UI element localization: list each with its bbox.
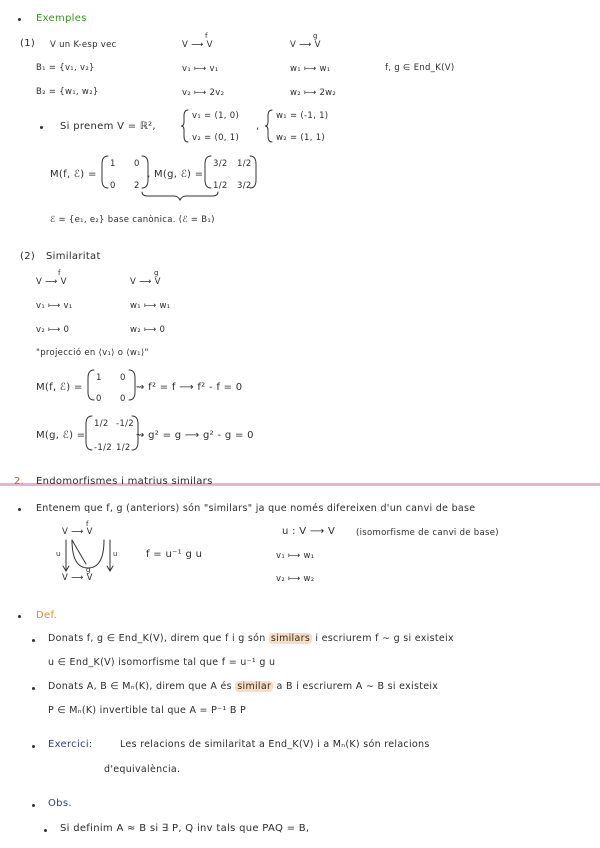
example-title-similaritat: Similaritat — [46, 251, 101, 262]
f-idempotent-relation: ⇝ f² = f ⟶ f² - f = 0 — [136, 382, 243, 393]
matrix-f-a11: 1 — [110, 159, 116, 169]
diagram-bottom-label: g — [86, 566, 91, 574]
highlight-similars: similars — [270, 633, 311, 644]
g-image-1: w₁ ⟼ w₁ — [130, 301, 171, 311]
matrix-f-a21: 0 — [96, 394, 102, 404]
matrix-g-label: , M(g, ℰ) = — [147, 169, 204, 180]
matrix-g-a11: 1/2 — [94, 419, 109, 429]
diagram-top: V ⟶ V — [62, 527, 93, 537]
definition-label: Def. — [36, 610, 58, 621]
f-image-2: v₂ ⟼ 0 — [36, 325, 70, 335]
matrix-bracket — [86, 416, 92, 450]
g-image-2: w₂ ⟼ 2w₂ — [290, 88, 337, 98]
diagram-left-label: u — [56, 550, 61, 558]
highlight-similar: similar — [237, 681, 272, 692]
matrix-f-a11: 1 — [96, 373, 102, 383]
section-number: 2. — [14, 476, 25, 487]
matrix-g-a22: 3/2 — [237, 181, 252, 191]
map-f-label: f — [58, 269, 61, 277]
example-number: (2) — [20, 251, 36, 262]
section-title: Endomorfismes i matrius similars — [36, 476, 213, 487]
iso-image-1: v₁ ⟼ w₁ — [276, 551, 315, 561]
observation-label: Obs. — [48, 798, 72, 809]
v1-def: v₁ = (1, 0) — [192, 111, 240, 121]
map-g-label: g — [154, 269, 159, 277]
exercise-text-2: d'equivalència. — [104, 764, 181, 775]
matrix-g-a21: 1/2 — [213, 181, 228, 191]
definition-2-line-1: Donats A, B ∈ Mₙ(K), direm que A és similar a B i escriurem A ∼ B si existeix — [48, 681, 439, 692]
map-f: V ⟶ V — [36, 277, 67, 287]
matrix-f-a12: 0 — [134, 159, 140, 169]
underbrace — [142, 192, 218, 200]
definition-1-line-2: u ∈ End_K(V) isomorfisme tal que f = u⁻¹ g u — [48, 657, 276, 668]
matrix-g-a11: 3/2 — [213, 159, 228, 169]
intro-text: Entenem que f, g (anteriors) són "similars" ja que només difereixen d'un canvi de base — [36, 503, 476, 514]
basis-b1: B₁ = {v₁, v₂} — [36, 63, 95, 73]
diagram-right-label: u — [113, 550, 118, 558]
diagram-loop — [72, 540, 104, 568]
exercise-text: Les relacions de similaritat a End_K(V) i a Mₙ(K) són relacions — [120, 739, 430, 750]
iso-note: (isomorfisme de canvi de base) — [356, 528, 499, 538]
section-heading-exemples: Exemples — [36, 13, 87, 24]
end-membership: f, g ∈ End_K(V) — [385, 63, 455, 73]
canonical-basis-note: ℰ = {e₁, e₂} base canònica. (ℰ = B₁) — [50, 215, 215, 225]
matrix-f-label: M(f, ℰ) = — [50, 169, 97, 180]
projection-note: "projecció en ⟨v₁⟩ o ⟨w₁⟩" — [36, 348, 149, 358]
matrix-bracket — [129, 370, 135, 400]
matrix-bracket — [88, 370, 94, 400]
matrix-f-a22: 2 — [134, 181, 140, 191]
map-f-label: f — [205, 32, 208, 40]
map-g: V ⟶ V — [290, 40, 321, 50]
matrix-f-a21: 0 — [110, 181, 116, 191]
map-g-label: g — [313, 32, 318, 40]
matrix-bracket — [132, 416, 138, 450]
matrix-g-label: M(g, ℰ) = — [36, 430, 86, 441]
matrix-f-a22: 0 — [120, 394, 126, 404]
matrix-g-a21: -1/2 — [94, 443, 112, 453]
g-image-2: w₂ ⟼ 0 — [130, 325, 166, 335]
definition-2-line-2: P ∈ Mₙ(K) invertible tal que A = P⁻¹ B P — [48, 705, 247, 716]
example-number: (1) — [20, 38, 36, 49]
matrix-bracket — [250, 156, 256, 188]
definition-1-line-1: Donats f, g ∈ End_K(V), direm que f i g són similars i escriurem f ∼ g si existeix — [48, 633, 454, 644]
vector-space-line: V un K-esp vec — [50, 40, 117, 50]
matrix-g-a22: 1/2 — [116, 443, 131, 453]
iso-image-2: v₂ ⟼ w₂ — [276, 574, 315, 584]
diagram-diagonal — [72, 540, 86, 564]
matrix-bracket — [142, 156, 148, 188]
g-image-1: w₁ ⟼ w₁ — [290, 64, 331, 74]
matrix-g-a12: -1/2 — [116, 419, 134, 429]
matrix-bracket — [205, 156, 211, 188]
f-image-1: v₁ ⟼ v₁ — [36, 301, 73, 311]
w2-def: w₂ = (1, 1) — [276, 133, 326, 143]
brace-left — [265, 110, 272, 142]
diagram-top-label: f — [86, 520, 89, 528]
iso-map: u : V ⟶ V — [282, 526, 336, 537]
w1-def: w₁ = (-1, 1) — [276, 111, 329, 121]
si-prenem-text: Si prenem V = ℝ², — [60, 121, 156, 132]
matrix-g-a12: 1/2 — [237, 159, 252, 169]
comma: , — [256, 121, 260, 132]
diagram-bottom: V ⟶ V — [62, 573, 93, 583]
map-g: V ⟶ V — [130, 277, 161, 287]
brace-left — [181, 110, 188, 142]
exercise-label: Exercici: — [48, 739, 93, 750]
f-image-1: v₁ ⟼ v₁ — [182, 64, 219, 74]
basis-b2: B₂ = {w₁, w₂} — [36, 87, 99, 97]
conjugation-formula: f = u⁻¹ g u — [146, 549, 203, 560]
observation-text: Si definim A ≈ B si ∃ P, Q inv tals que PAQ = B, — [60, 823, 310, 834]
f-image-2: v₂ ⟼ 2v₂ — [182, 88, 225, 98]
map-f: V ⟶ V — [182, 40, 213, 50]
v2-def: v₂ = (0, 1) — [192, 133, 240, 143]
matrix-f-a12: 0 — [120, 373, 126, 383]
matrix-bracket — [102, 156, 108, 188]
g-idempotent-relation: ⇝ g² = g ⟶ g² - g = 0 — [136, 430, 254, 441]
matrix-f-label: M(f, ℰ) = — [36, 382, 83, 393]
